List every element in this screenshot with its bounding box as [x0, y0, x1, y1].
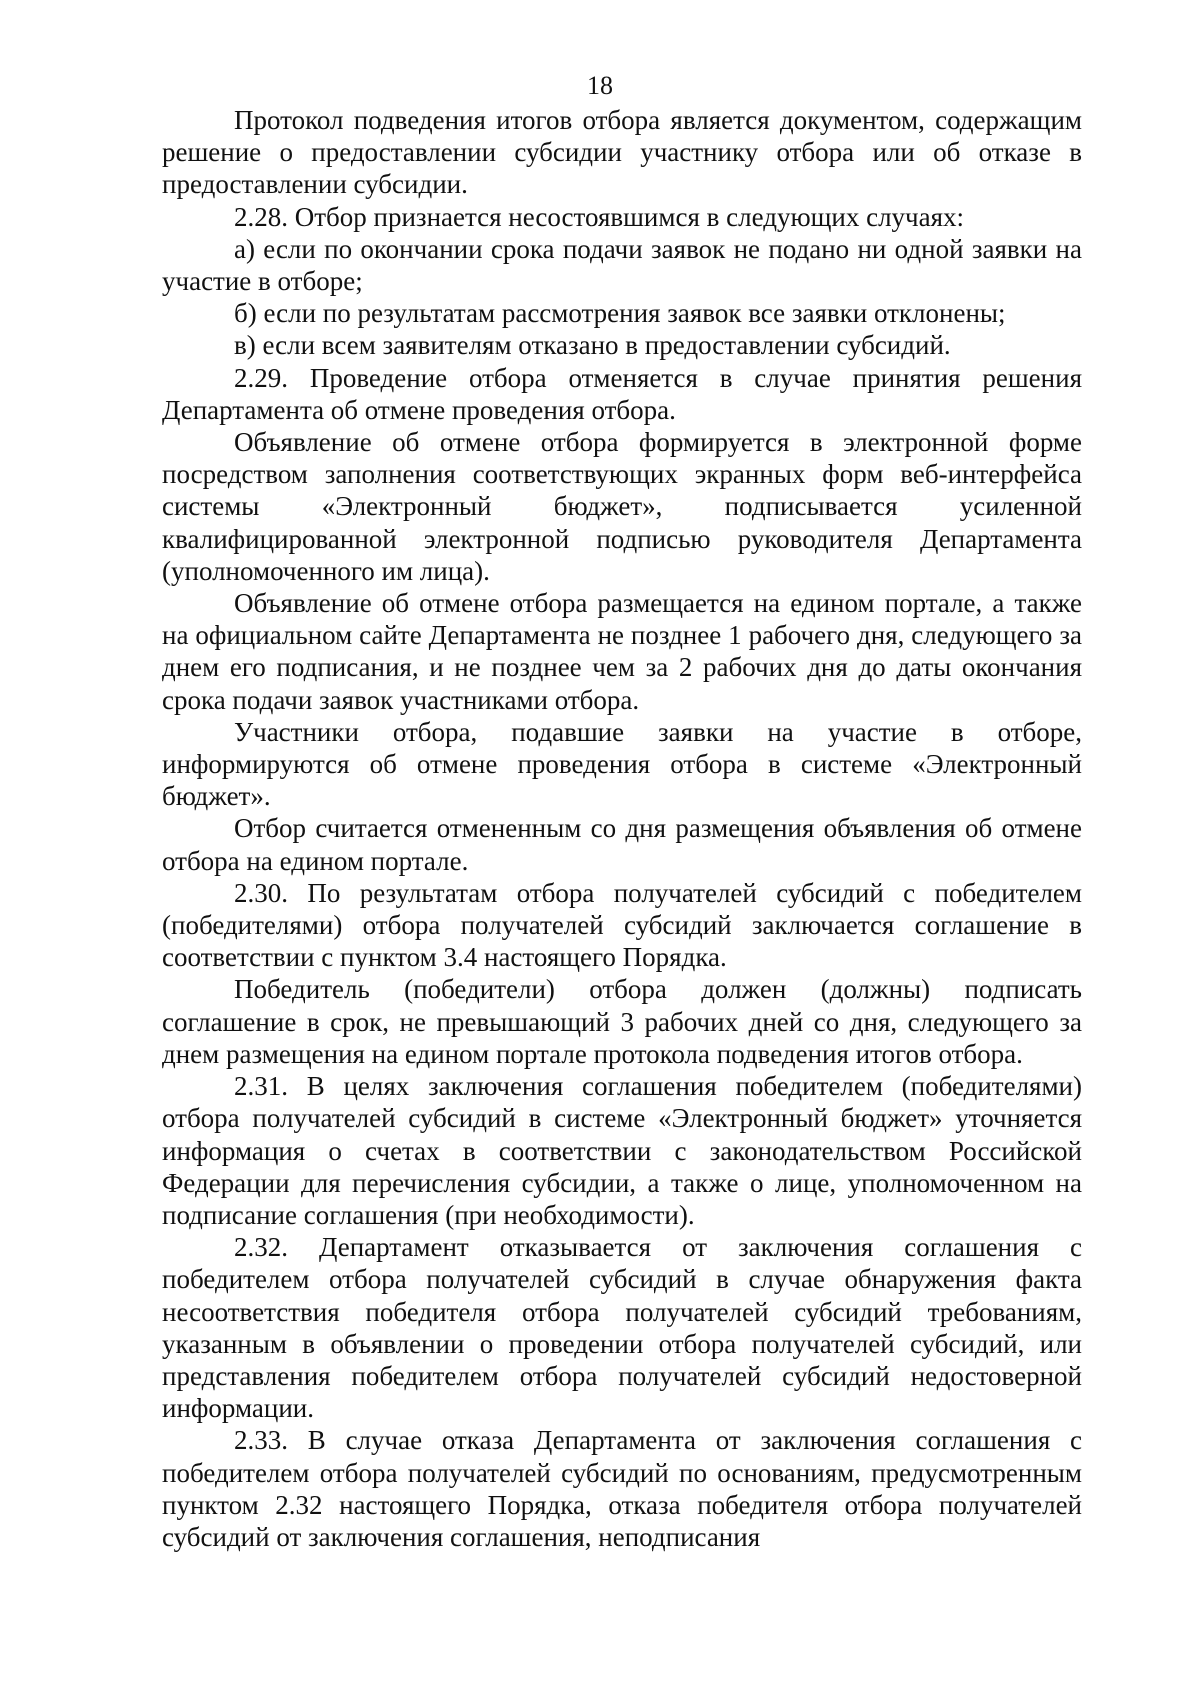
paragraph-2-28-a: а) если по окончании срока подачи заявок не подано ни одной заявки на участие в отборе; — [162, 233, 1082, 297]
paragraph-cancel-notice-publish: Объявление об отмене отбора размещается на едином портале, а также на официальном сайте Департамента не позднее 1 рабочего дня, следующего за днем его подписания, и не позднее чем за 2 рабочих дня до даты окончания срока подачи заявок участниками отбора. — [162, 588, 1082, 715]
paragraph-selection-cancelled: Отбор считается отмененным со дня размещения объявления об отмене отбора на едином портале. — [162, 813, 1082, 876]
paragraph-2-28: 2.28. Отбор признается несостоявшимся в следующих случаях: — [234, 201, 965, 232]
paragraph-2-29: 2.29. Проведение отбора отменяется в случае принятия решения Департамента об отмене проведения отбора. — [162, 362, 1082, 425]
document-body — [162, 104, 1082, 1553]
page-number: 18 — [587, 71, 613, 100]
paragraph-2-28-v: в) если всем заявителям отказано в предоставлении субсидий. — [234, 330, 951, 361]
paragraph-2-28-b: б) если по результатам рассмотрения заявок все заявки отклонены; — [234, 298, 1006, 329]
paragraph-participants-informed: Участники отбора, подавшие заявки на участие в отборе, информируются об отмене проведения отбора в системе «Электронный бюджет». — [162, 716, 1082, 812]
paragraph-cancel-notice-form: Объявление об отмене отбора формируется в электронной форме посредством заполнения соответствующих экранных форм веб-интерфейса системы «Электронный бюджет», подписывается усиленной квалифицированной электронной подписью руководителя Департамента (уполномоченного им лица). — [162, 427, 1082, 586]
paragraph-2-32: 2.32. Департамент отказывается от заключения соглашения с победителем отбора получателей субсидий в случае обнаружения факта несоответствия победителя отбора получателей субсидий требованиям, указанным в объявлении о проведении отбора получателей субсидий, или представления победителем отбора получателей субсидий недостоверной информации. — [162, 1232, 1082, 1424]
paragraph-2-31: 2.31. В целях заключения соглашения победителем (победителями) отбора получателей субсидий в системе «Электронный бюджет» уточняется информация о счетах в соответствии с законодательством Российской Федерации для перечисления субсидии, а также о лице, уполномоченном на подписание соглашения (при необходимости). — [162, 1071, 1082, 1230]
paragraph-2-30: 2.30. По результатам отбора получателей субсидий с победителем (победителями) отбора получателей субсидий заключается соглашение в соответствии с пунктом 3.4 настоящего Порядка. — [162, 877, 1082, 973]
paragraph-winner-sign: Победитель (победители) отбора должен (должны) подписать соглашение в срок, не превышающий 3 рабочих дней со дня, следующего за днем размещения на едином портале протокола подведения итогов отбора. — [162, 974, 1082, 1069]
paragraph-protocol: Протокол подведения итогов отбора является документом, содержащим решение о предоставлении субсидии участнику отбора или об отказе в предоставлении субсидии. — [162, 105, 1082, 200]
paragraph-2-33: 2.33. В случае отказа Департамента от заключения соглашения с победителем отбора получателей субсидий по основаниям, предусмотренным пунктом 2.32 настоящего Порядка, отказа победителя отбора получателей субсидий от заключения соглашения, неподписания — [162, 1425, 1082, 1552]
